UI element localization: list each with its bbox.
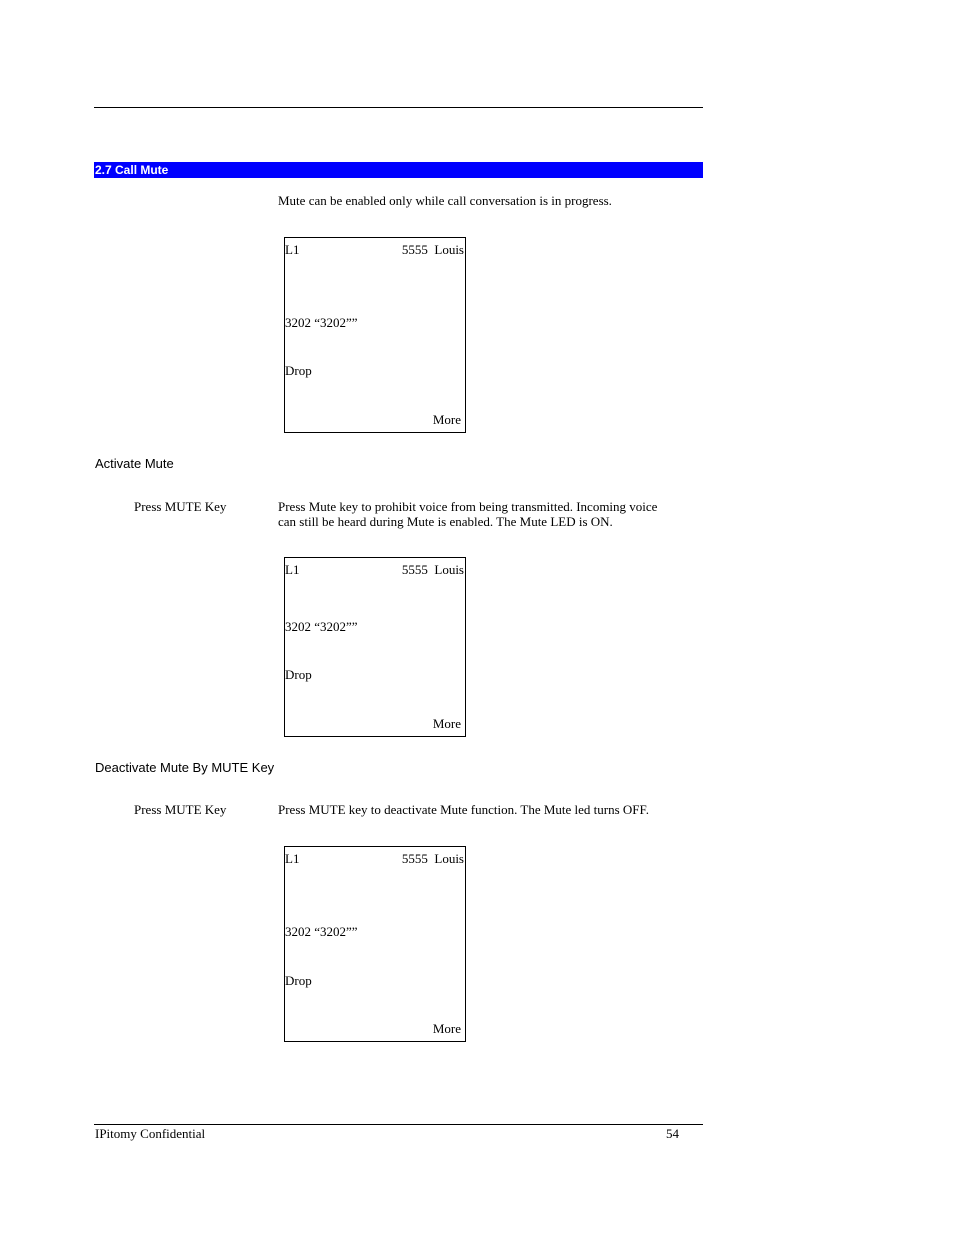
intro-text: Mute can be enabled only while call conversation is in progress.: [278, 193, 612, 208]
line-label: L1: [285, 242, 300, 257]
deactivate-step-label: Press MUTE Key: [134, 802, 227, 817]
activate-step-line1: Press Mute key to prohibit voice from being transmitted. Incoming voice: [278, 499, 658, 514]
activate-heading: Activate Mute: [95, 456, 174, 471]
call-number: 3202 “3202””: [285, 619, 358, 634]
footer-page-number: 54: [666, 1126, 679, 1141]
phone-display-screen: [284, 237, 466, 433]
softkey-drop: Drop: [285, 667, 312, 682]
activate-step-label: Press MUTE Key: [134, 499, 227, 514]
activate-step-line2: can still be heard during Mute is enabled. The Mute LED is ON.: [278, 514, 613, 529]
softkey-more: More: [432, 412, 461, 427]
softkey-more: More: [432, 1021, 461, 1036]
header-rule: [94, 107, 703, 108]
line-label: L1: [285, 851, 300, 866]
footer-rule: [94, 1124, 703, 1125]
call-number: 3202 “3202””: [285, 315, 358, 330]
softkey-more: More: [432, 716, 461, 731]
softkey-drop: Drop: [285, 973, 312, 988]
caller-label: 5555 Louis: [401, 242, 464, 257]
deactivate-step-text: Press MUTE key to deactivate Mute function. The Mute led turns OFF.: [278, 802, 649, 817]
caller-label: 5555 Louis: [401, 851, 464, 866]
line-label: L1: [285, 562, 300, 577]
section-heading: 2.7 Call Mute: [94, 162, 703, 178]
footer-confidential: IPitomy Confidential: [95, 1126, 206, 1141]
caller-label: 5555 Louis: [401, 562, 464, 577]
call-number: 3202 “3202””: [285, 924, 358, 939]
phone-display-screen: [284, 846, 466, 1042]
softkey-drop: Drop: [285, 363, 312, 378]
phone-display-screen: [284, 557, 466, 737]
deactivate-heading: Deactivate Mute By MUTE Key: [95, 760, 275, 775]
